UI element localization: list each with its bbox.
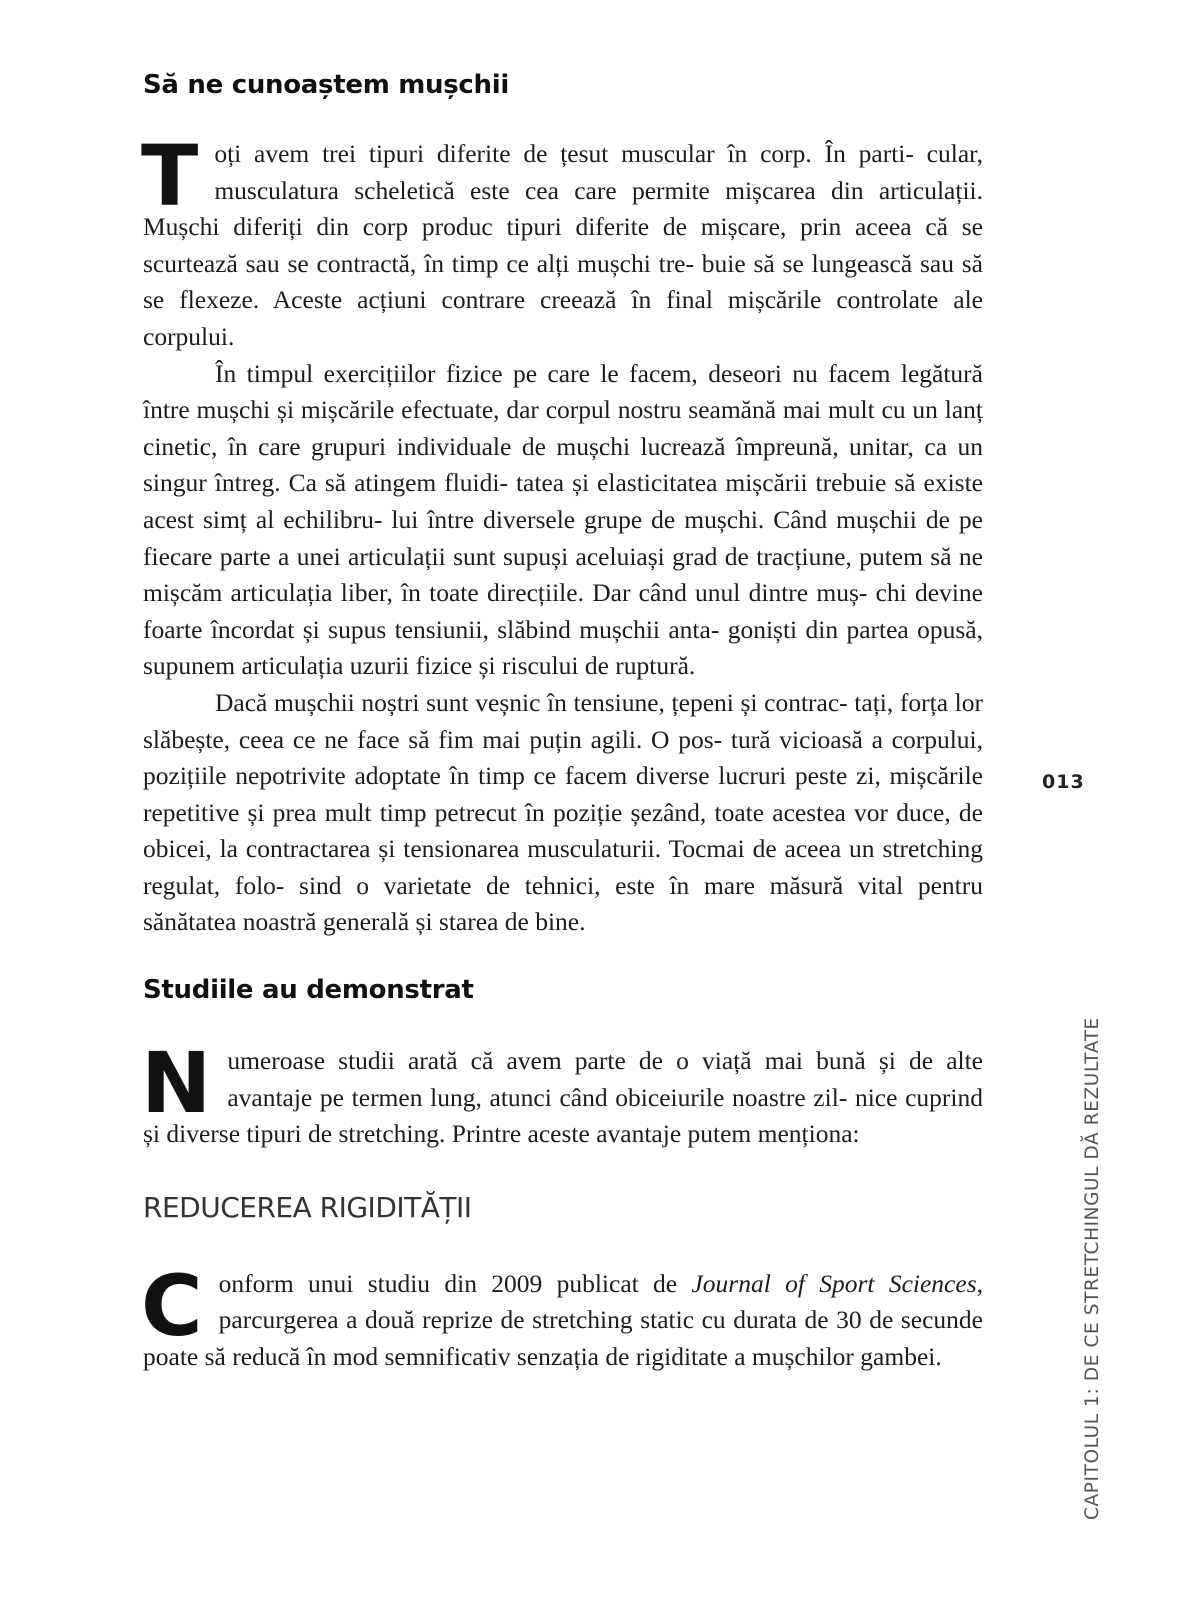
section-heading-muscles: Să ne cunoaștem mușchii xyxy=(143,70,509,100)
paragraph-kinetic-chain: În timpul exercițiilor fizice pe care le facem, deseori nu facem legătură între mușchi și mișcările efectuate, dar corpul nostru seamănă mai mult cu un lanț cinetic, în care grupuri individuale de mușchi lucrează împreună, unitar, ca un singur întreg. Ca să atingem fluidi- tatea și elasticitatea mișcării trebuie să existe acest simț al echilibru- lui între diversele grupe de mușchi. Când mușchii de pe fiecare parte a unei articulații sunt supuși aceluiași grad de tracțiune, putem să ne mișcăm articulația liber, în toate direcțiile. Dar când unul dintre muș- chi devine foarte încordat și supus tensiunii, slăbind mușchii anta- goniști din partea opusă, supunem articulația uzurii fizice și riscului de ruptură. xyxy=(143,358,983,681)
paragraph-text: oți avem trei tipuri diferite de țesut muscular în corp. În parti- cular, musculatura scheletică este cea care permite mișcarea din articulații. Mușchi diferiți din corp produc tipuri diferite de mișcare, prin aceea că se scurtează sau se contractă, în timp ce alți mușchi tre- buie să se lungească sau să se flexeze. Aceste acțiuni contrare creează în final mișcările controlate ale corpului. xyxy=(143,139,983,351)
paragraph-stiffness-study xyxy=(141,1256,983,1376)
paragraph-muscle-tissue xyxy=(141,127,983,356)
paragraph-text: onform unui studiu din 2009 publicat de xyxy=(218,1268,692,1298)
text-column xyxy=(143,60,983,1376)
drop-cap-t: T xyxy=(141,127,199,225)
running-head-chapter: CAPITOLUL 1: DE CE STRETCHINGUL DĂ REZULTATE xyxy=(1082,1017,1103,1520)
paragraph-studies xyxy=(141,1034,983,1153)
paragraph-text: , parcurgerea a două reprize de stretching static cu durata de 30 de secunde poate să reducă în mod semnificativ senzația de rigiditate a mușchilor gambei. xyxy=(143,1268,983,1372)
paragraph-tension: Dacă mușchii noștri sunt veșnic în tensiune, țepeni și contrac- tați, forța lor slăbește, ceea ce ne face să fim mai puțin agili. O pos- tură vicioasă a corpului, pozițiile nepotrivite adoptate în timp ce facem diverse lucruri peste zi, mișcările repetitive și prea mult timp petrecut în poziție șezând, toate acestea vor duce, de obicei, la contractarea și tensionarea musculaturii. Tocmai de aceea un stretching regulat, folo- sind o varietate de tehnici, este în mare măsură vital pentru sănătatea noastră generală și starea de bine. xyxy=(143,687,983,937)
journal-title: Journal of Sport Sciences xyxy=(691,1268,977,1298)
paragraph-text: umeroase studii arată că avem parte de o viață mai bună și de alte avantaje pe termen lung, atunci când obiceiurile noastre zil- nice cuprind și diverse tipuri de stretching. Printre aceste avantaje putem menționa: xyxy=(143,1046,983,1149)
drop-cap-n: N xyxy=(141,1034,212,1133)
drop-cap-c: C xyxy=(141,1256,203,1355)
section-heading-studies: Studiile au demonstrat xyxy=(143,975,474,1006)
page-number: 013 xyxy=(1042,771,1085,793)
subheading-stiffness: REDUCEREA RIGIDITĂȚII xyxy=(143,1190,472,1224)
